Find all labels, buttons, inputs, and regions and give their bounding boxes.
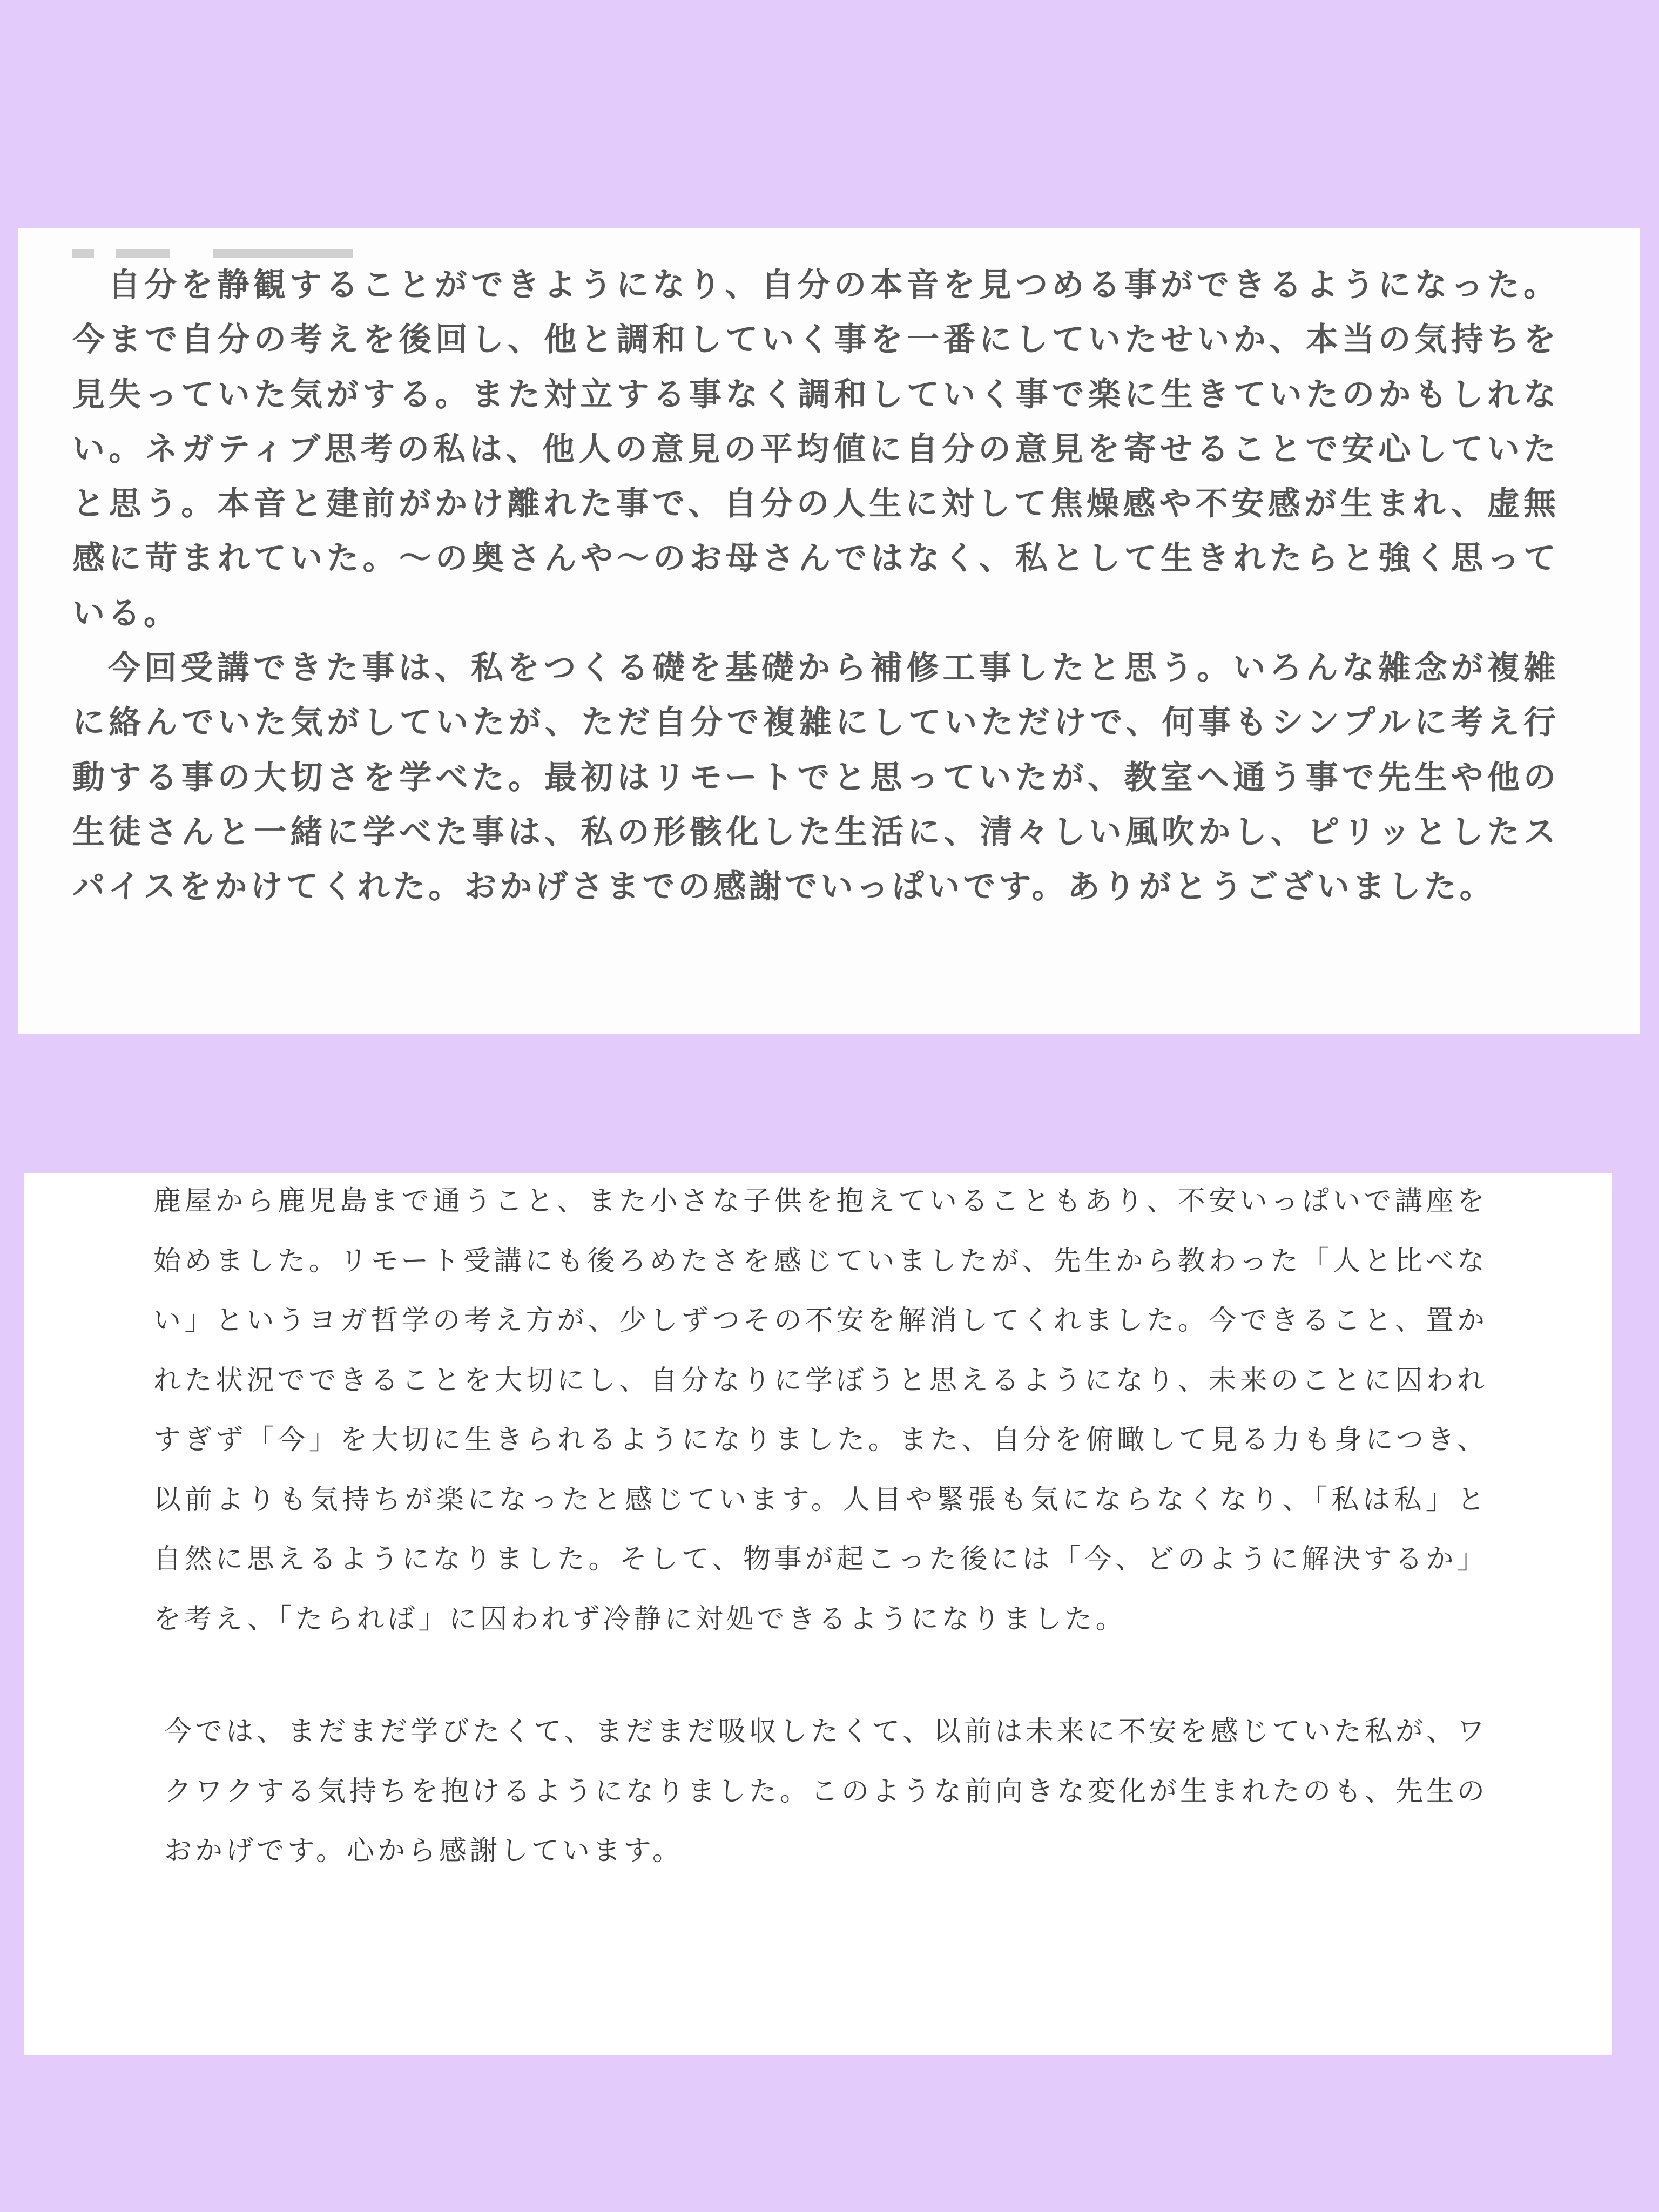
- cropped-text-line: [72, 244, 1559, 258]
- top-excerpt-panel: [18, 228, 1640, 1034]
- top-paragraph-1: 自分を静観することができようになり、自分の本音を見つめる事ができるようになった。今まで自分の考えを後回し、他と調和していく事を一番にしていたせいか、本当の気持ちを見失っていた気がする。また対立する事なく調和していく事で楽に生きていたのかもしれない。ネガティブ思考の私は、他人の意見の平均値に自分の意見を寄せることで安心していたと思う。本音と建前がかけ離れた事で、自分の人生に対して焦燥感や不安感が生まれ、虚無感に苛まれていた。～の奥さんや～のお母さんではなく、私として生きれたらと強く思っている。: [72, 266, 1559, 632]
- bottom-paragraph-1: 鹿屋から鹿児島まで通うこと、また小さな子供を抱えていることもあり、不安いっぱいで講座を始めました。リモート受講にも後ろめたさを感じていましたが、先生から教わった「人と比べない」というヨガ哲学の考え方が、少しずつその不安を解消してくれました。今できること、置かれた状況でできることを大切にし、自分なりに学ぼうと思えるようになり、未来のことに囚われすぎず「今」を大切に生きられるようになりました。また、自分を俯瞰して見る力も身につき、以前よりも気持ちが楽になったと感じています。人目や緊張も気にならなくなり、「私は私」と自然に思えるようになりました。そして、物事が起こった後には「今、どのように解決するか」を考え、「たられば」に囚われず冷静に対処できるようになりました。: [153, 1185, 1488, 1635]
- bottom-paragraph-2: 今では、まだまだ学びたくて、まだまだ吸収したくて、以前は未来に不安を感じていた私が、ワクワクする気持ちを抱けるようになりました。このような前向きな変化が生まれたのも、先生のおかげです。心から感謝しています。: [164, 1716, 1488, 1867]
- bottom-excerpt-panel: [24, 1173, 1612, 2055]
- top-paragraph-2: 今回受講できた事は、私をつくる礎を基礎から補修工事したと思う。いろんな雑念が複雑に絡んでいた気がしていたが、ただ自分で複雑にしていただけで、何事もシンプルに考え行動する事の大切さを学べた。最初はリモートでと思っていたが、教室へ通う事で先生や他の生徒さんと一緒に学べた事は、私の形骸化した生活に、清々しい風吹かし、ピリッとしたスパイスをかけてくれた。おかげさまでの感謝でいっぱいです。ありがとうございました。: [72, 649, 1559, 906]
